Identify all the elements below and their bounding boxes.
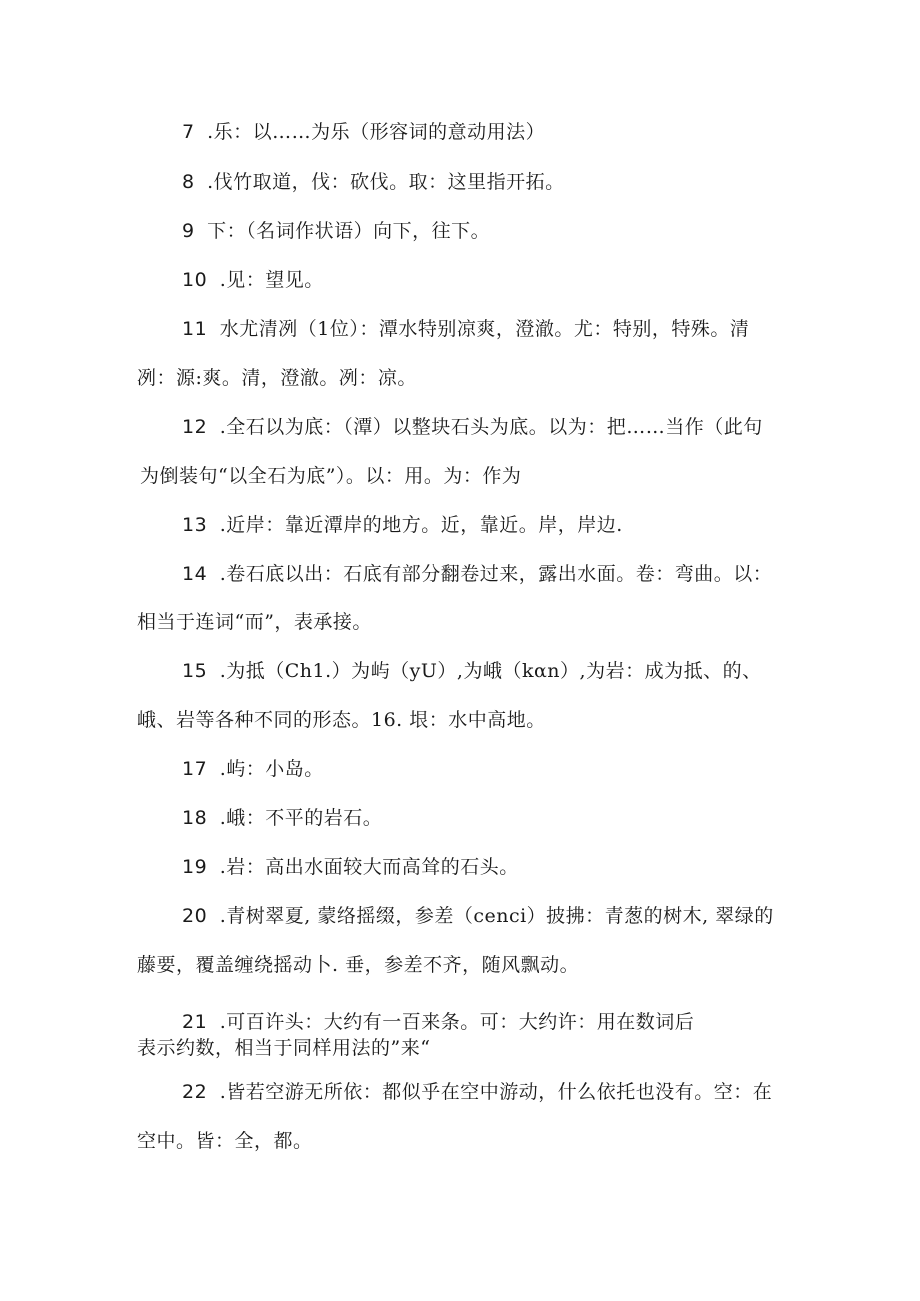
item-text: 为倒装句“以全石为底”）。以：用。为：作为	[140, 465, 522, 487]
item-number: 18	[182, 807, 208, 829]
item-number: 8	[182, 171, 195, 193]
item-text: .青树翠夏, 蒙络摇缀，参差（cenci）披拂：青葱的树木, 翠绿的	[213, 905, 774, 927]
note-item-8	[182, 170, 565, 194]
note-item-22-cont	[137, 1129, 313, 1153]
note-item-15-cont	[137, 708, 546, 732]
note-item-14-cont	[137, 610, 372, 634]
item-text: 藤要，覆盖缠绕摇动卜. 垂，参差不齐，随风飘动。	[137, 954, 580, 976]
item-text: .屿：小岛。	[213, 758, 324, 780]
note-item-7	[182, 120, 545, 144]
item-text: .为抵（Ch1.）为屿（yU）,为峨（kαn）,为岩：成为抵、的、	[213, 660, 762, 682]
note-item-13	[182, 513, 623, 537]
item-number: 11	[182, 318, 208, 340]
item-text: 峨、岩等各种不同的形态。16. 垠：水中高地。	[137, 709, 546, 731]
item-text: 冽：源:爽。清，澄澈。冽：凉。	[137, 367, 417, 389]
note-item-19	[182, 855, 519, 879]
item-text: .见：望见。	[213, 269, 324, 291]
item-text: .可百许头：大约有一百来条。可：大约许：用在数词后	[213, 1011, 695, 1033]
item-text: 下：（名词作状语）向下，往下。	[200, 220, 491, 242]
item-text: 相当于连词“而”，表承接。	[137, 611, 372, 633]
note-item-20	[182, 904, 774, 928]
item-text: .皆若空游无所依：都似乎在空中游动，什么依托也没有。空：在	[213, 1081, 773, 1103]
item-text: 水尤清冽（1位）：潭水特别凉爽，澄澈。尤：特别，特殊。清	[213, 318, 750, 340]
item-text: 表示约数，相当于同样用法的”来“	[137, 1037, 431, 1059]
note-item-11-cont	[137, 366, 417, 390]
item-number: 20	[182, 905, 208, 927]
note-item-21-cont	[137, 1036, 430, 1060]
item-text: .乐：以……为乐（形容词的意动用法）	[200, 121, 546, 143]
item-number: 22	[182, 1081, 208, 1103]
note-item-17	[182, 757, 324, 781]
item-text: 空中。皆：全，都。	[137, 1130, 313, 1152]
note-item-22	[182, 1080, 772, 1104]
item-number: 15	[182, 660, 208, 682]
item-number: 9	[182, 220, 195, 242]
note-item-15	[182, 659, 762, 683]
item-number: 19	[182, 856, 208, 878]
item-text: .伐竹取道，伐：砍伐。取：这里指开拓。	[200, 171, 565, 193]
note-item-20-cont	[137, 953, 579, 977]
item-text: .卷石底以出：石底有部分翻卷过来，露出水面。卷：弯曲。以：	[213, 563, 773, 585]
note-item-10	[182, 268, 324, 292]
item-text: .全石以为底：（潭）以整块石头为底。以为：把……当作（此句	[213, 416, 763, 438]
item-number: 7	[182, 121, 195, 143]
item-number: 10	[182, 269, 208, 291]
item-text: .岩：高出水面较大而高耸的石头。	[213, 856, 519, 878]
item-text: .峨：不平的岩石。	[213, 807, 383, 829]
note-item-21	[182, 1010, 694, 1034]
item-number: 12	[182, 416, 208, 438]
item-number: 14	[182, 563, 208, 585]
note-item-14	[182, 562, 772, 586]
item-number: 21	[182, 1011, 208, 1033]
item-number: 13	[182, 514, 208, 536]
note-item-9	[182, 219, 490, 243]
item-text: .近岸：靠近潭岸的地方。近，靠近。岸，岸边.	[213, 514, 623, 536]
note-item-12	[182, 415, 763, 439]
note-item-12-cont	[140, 464, 521, 488]
note-item-18	[182, 806, 382, 830]
item-number: 17	[182, 758, 208, 780]
note-item-11	[182, 317, 749, 341]
